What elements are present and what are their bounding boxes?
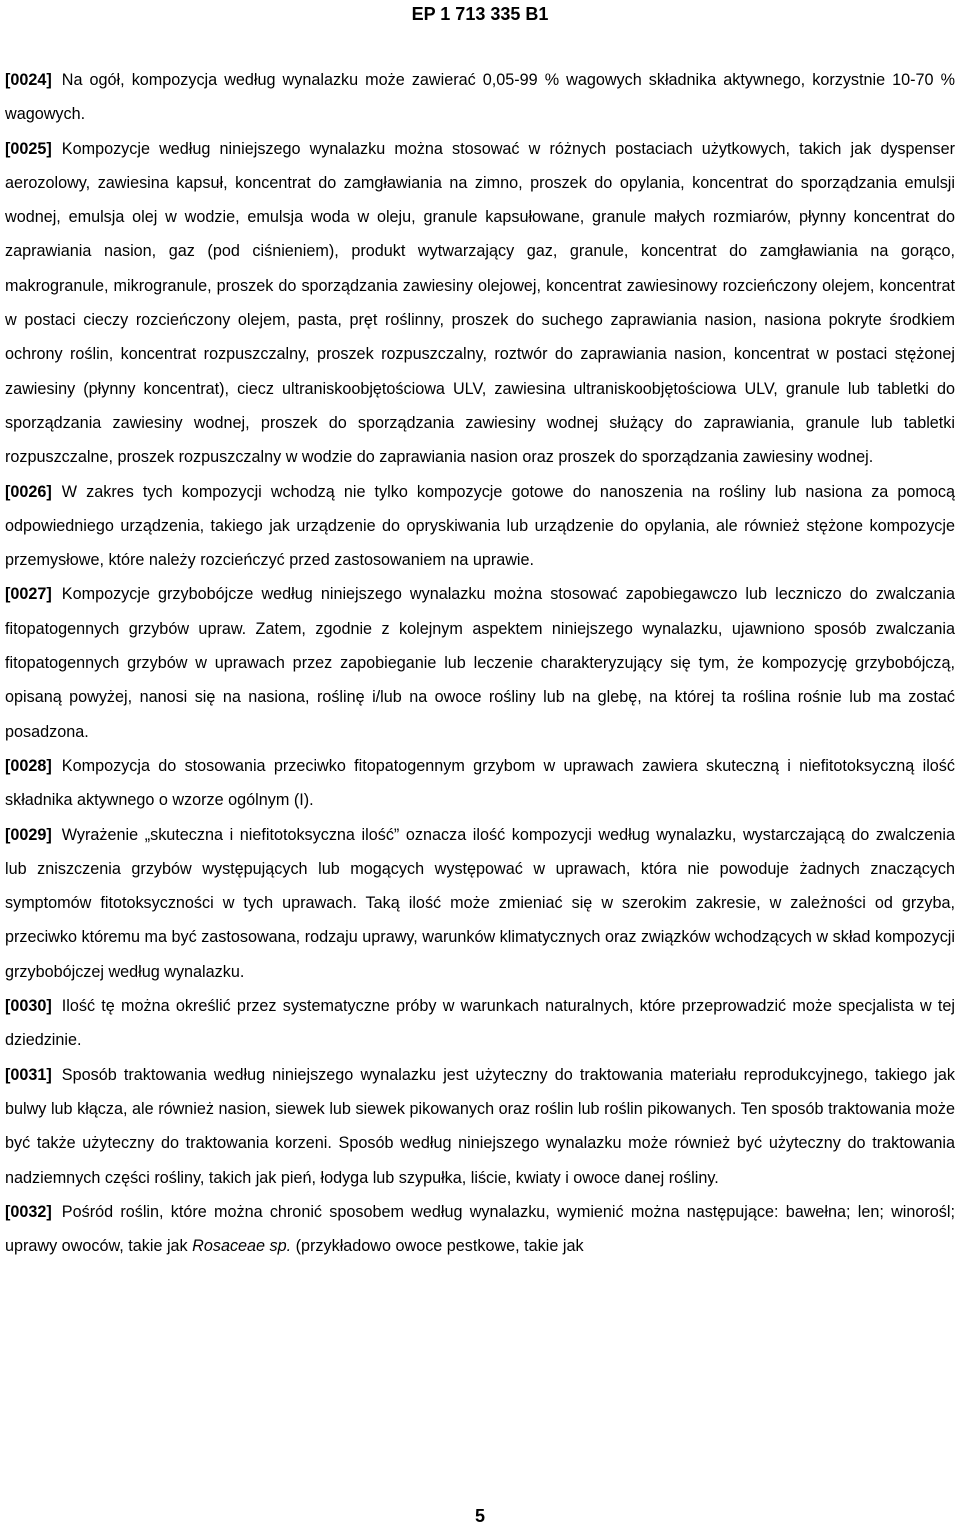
paragraph-number: [0032]	[5, 1202, 52, 1221]
paragraph-number: [0028]	[5, 756, 52, 775]
paragraph-text: W zakres tych kompozycji wchodzą nie tylko kompozycje gotowe do nanoszenia na rośliny lub nasiona za pomocą odpowiedniego urządzenia, takiego jak urządzenie do opryskiwania lub urządzenie do opylania, ale również stężone kompozycje przemysłowe, które należy rozcieńczyć przed zastosowaniem na uprawie.	[5, 482, 955, 570]
paragraph-number: [0026]	[5, 482, 52, 501]
paragraph-text: Kompozycja do stosowania przeciwko fitopatogennym grzybom w uprawach zawiera skuteczną i niefitotoksyczną ilość składnika aktywnego o wzorze ogólnym (I).	[5, 756, 955, 810]
paragraph-0024	[5, 63, 955, 132]
paragraph-0028	[5, 749, 955, 818]
paragraph-text: Wyrażenie „skuteczna i niefitotoksyczna ilość” oznacza ilość kompozycji według wynalazku, wystarczającą do zwalczenia lub zniszczenia grzybów występujących lub mogących występować w uprawach, która nie powoduje żadnych znaczących symptomów fitotoksyczności w tych uprawach. Taką ilość może zmieniać się w szerokim zakresie, w zależności od grzyba, przeciwko któremu ma być zastosowana, rodzaju uprawy, warunków klimatycznych oraz związków wchodzących w skład kompozycji grzybobójczej według wynalazku.	[5, 825, 955, 981]
paragraph-number: [0027]	[5, 585, 52, 604]
paragraph-0029	[5, 818, 955, 989]
paragraph-0027	[5, 577, 955, 748]
paragraph-number: [0024]	[5, 71, 52, 89]
paragraph-text: Pośród roślin, które można chronić sposobem według wynalazku, wymienić można następujące: bawełna; len; winorośl; uprawy owoców, takie jak	[5, 1202, 955, 1256]
species-name-italic: Rosaceae sp.	[192, 1237, 292, 1256]
paragraph-0031	[5, 1058, 955, 1195]
paragraph-text: Kompozycje grzybobójcze według niniejszego wynalazku można stosować zapobiegawczo lub leczniczo do zwalczania fitopatogennych grzybów upraw. Zatem, zgodnie z kolejnym aspektem niniejszego wynalazku, ujawniono sposób zwalczania fitopatogennych grzybów w uprawach przez zapobieganie lub leczenie charakteryzujący się tym, że kompozycję grzybobójczą, opisaną powyżej, nanosi się na nasiona, roślinę i/lub na owoce rośliny lub na glebę, na której ta roślina rośnie lub ma zostać posadzona.	[5, 585, 955, 741]
paragraph-0026	[5, 475, 955, 578]
paragraph-0032	[5, 1195, 955, 1264]
paragraph-0025	[5, 132, 955, 475]
paragraph-number: [0025]	[5, 139, 52, 158]
document-body	[5, 63, 955, 1263]
paragraph-number: [0029]	[5, 825, 52, 844]
paragraph-number: [0030]	[5, 997, 52, 1016]
document-number-header: EP 1 713 335 B1	[411, 4, 549, 24]
paragraph-0030	[5, 989, 955, 1058]
paragraph-text: Ilość tę można określić przez systematyczne próby w warunkach naturalnych, które przeprowadzić może specjalista w tej dziedzinie.	[5, 997, 955, 1050]
page-number: 5	[474, 1506, 485, 1526]
paragraph-number: [0031]	[5, 1065, 52, 1084]
paragraph-text: Kompozycje według niniejszego wynalazku można stosować w różnych postaciach użytkowych, takich jak dyspenser aerozolowy, zawiesina kapsuł, koncentrat do zamgławiania na zimno, proszek do opylania, koncentrat do sporządzania emulsji wodnej, emulsja olej w wodzie, emulsja woda w oleju, granule kapsułowane, granule małych rozmiarów, płynny koncentrat do zaprawiania nasion, gaz (pod ciśnieniem), produkt wytwarzający gaz, granule, koncentrat do zamgławiania na gorąco, makrogranule, mikrogranule, proszek do sporządzania zawiesiny olejowej, koncentrat zawiesinowy rozcieńczony olejem, koncentrat w postaci cieczy rozcieńczony olejem, pasta, pręt roślinny, proszek do suchego zaprawiania nasion, nasiona pokryte środkiem ochrony roślin, koncentrat rozpuszczalny, proszek rozpuszczalny, roztwór do zaprawiania nasion, koncentrat w postaci stężonej zawiesiny (płynny koncentrat), ciecz ultraniskoobjętościowa ULV, zawiesina ultraniskoobjętościowa ULV, granule lub tabletki do sporządzania zawiesiny wodnej, proszek do sporządzania zawiesiny wodnej służący do zaprawiania, granule lub tabletki rozpuszczalne, proszek rozpuszczalny w wodzie do zaprawiania nasion oraz proszek do sporządzania zawiesiny wodnej.	[5, 139, 955, 467]
paragraph-text: Na ogół, kompozycja według wynalazku może zawierać 0,05-99 % wagowych składnika aktywnego, korzystnie 10-70 % wagowych.	[5, 71, 955, 124]
paragraph-text: Sposób traktowania według niniejszego wynalazku jest użyteczny do traktowania materiału reprodukcyjnego, takiego jak bulwy lub kłącza, ale również nasion, siewek lub siewek pikowanych oraz roślin lub roślin pikowanych. Ten sposób traktowania może być także użyteczny do traktowania korzeni. Sposób według niniejszego wynalazku może również być użyteczny do traktowania nadziemnych części rośliny, takich jak pień, łodyga lub szypułka, liście, kwiaty i owoce danej rośliny.	[5, 1065, 955, 1187]
paragraph-text-continued: (przykładowo owoce pestkowe, takie jak	[291, 1237, 584, 1256]
